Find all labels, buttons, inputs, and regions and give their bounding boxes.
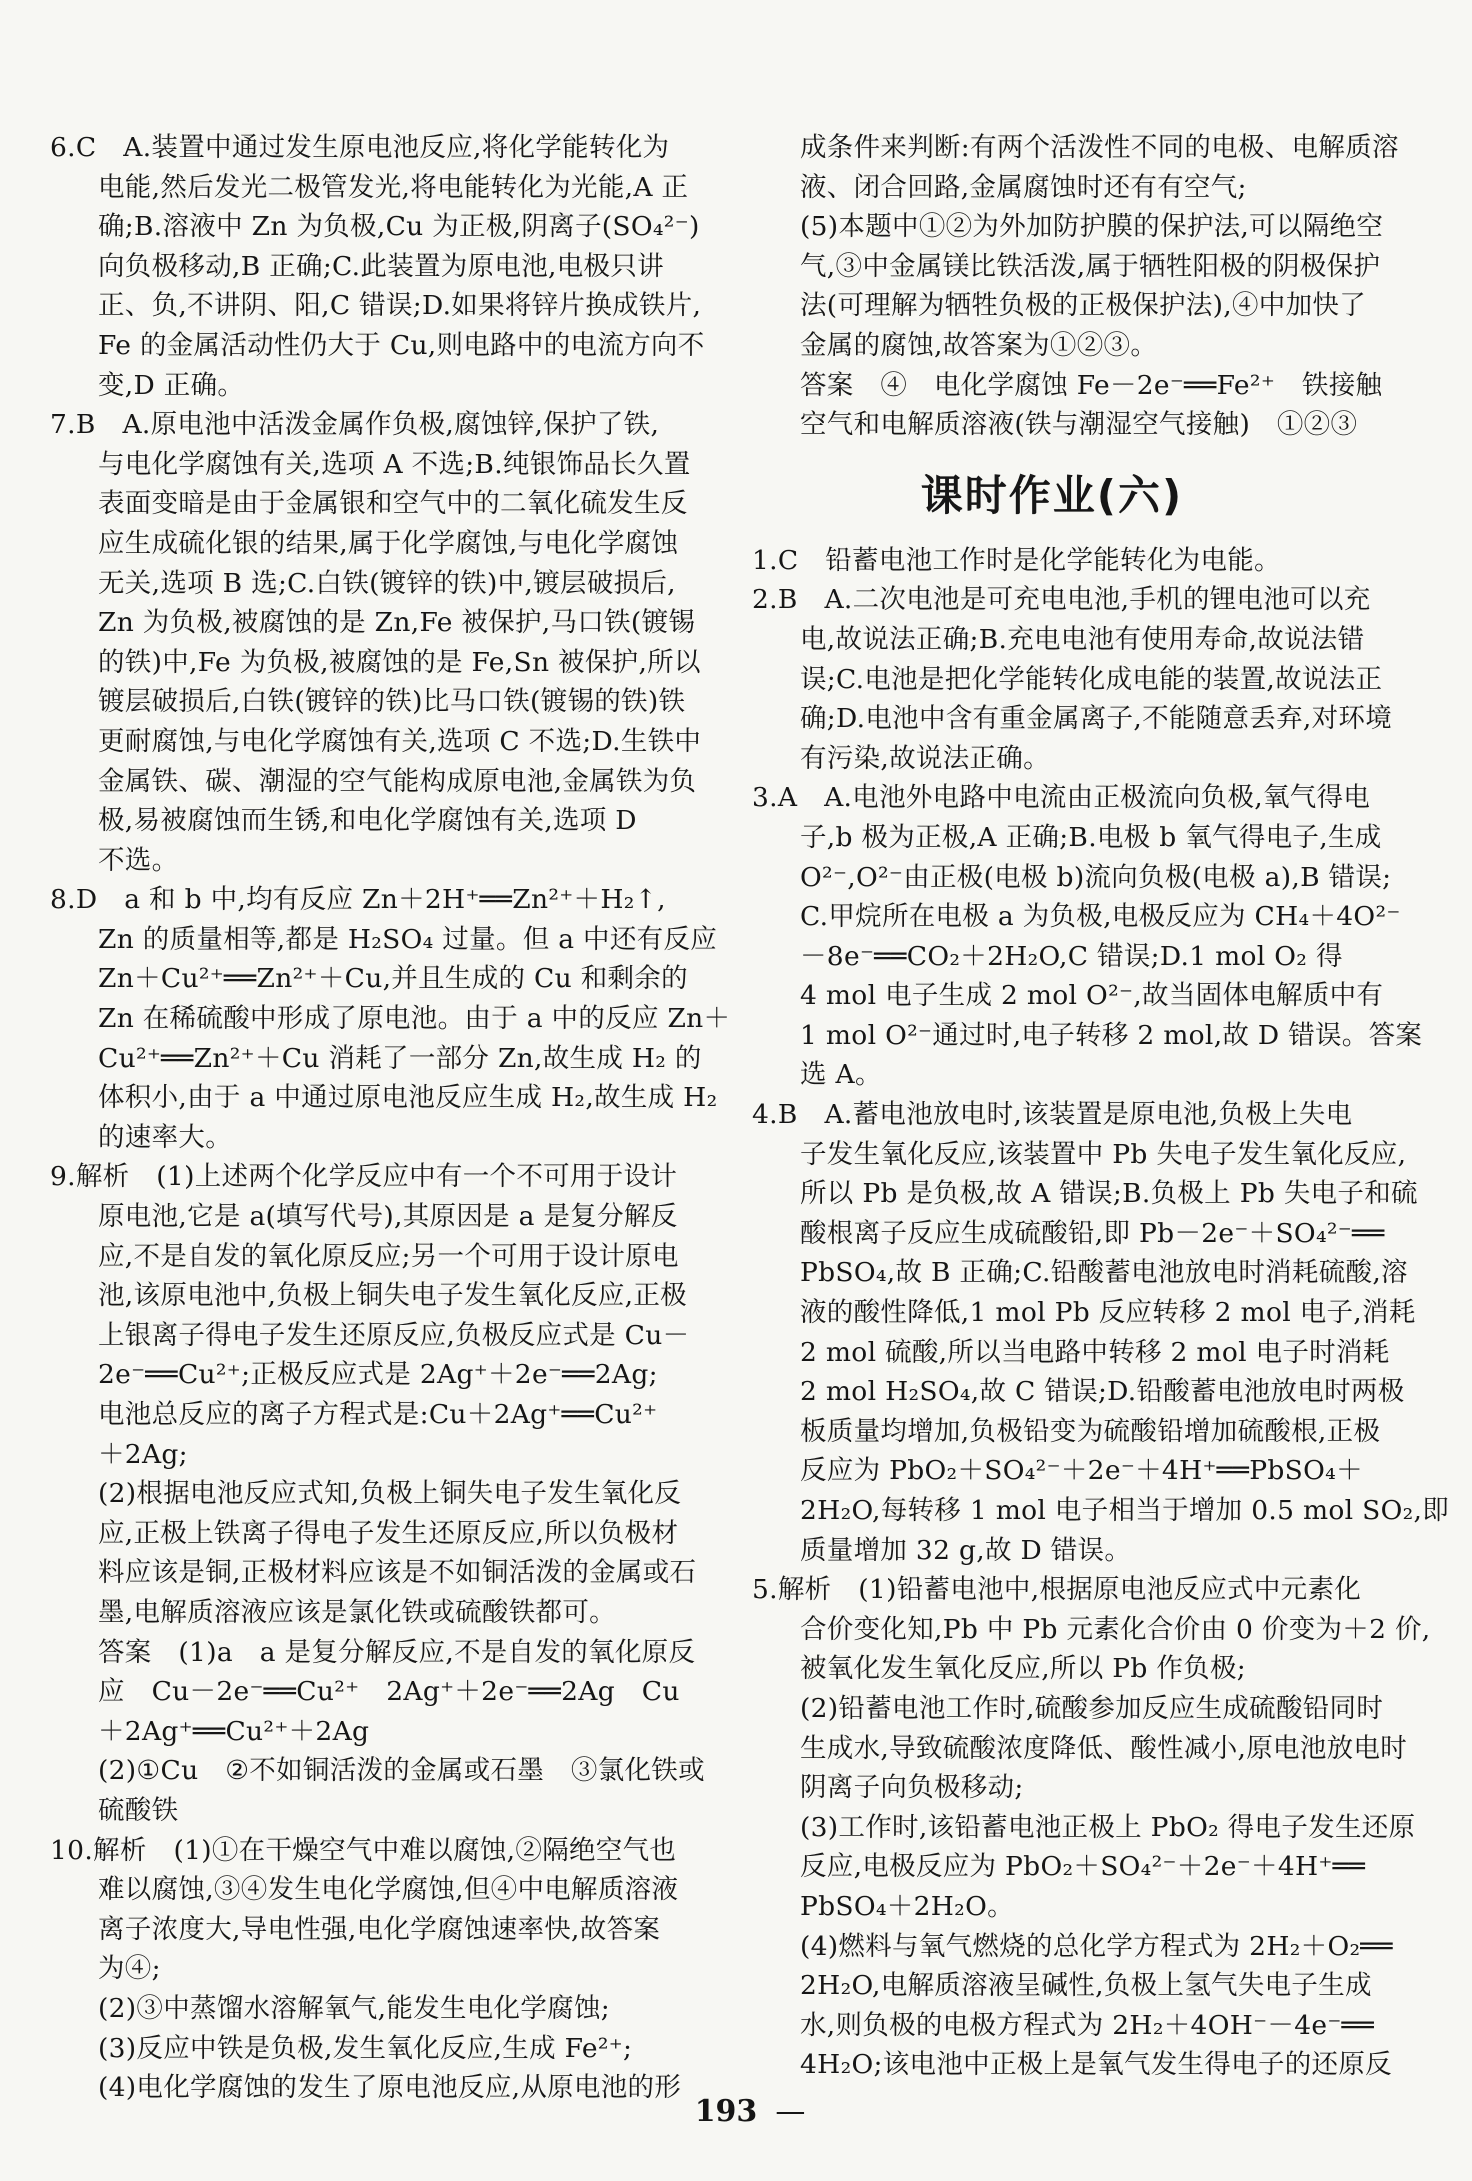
text-line: PbSO₄＋2H₂O。	[800, 1890, 1014, 1922]
right-top-continuation	[752, 128, 1399, 445]
answer-item	[50, 880, 731, 1157]
answer-item	[752, 778, 1423, 1095]
text-line: 2H₂O,电解质溶液呈碱性,负极上氢气失电子生成	[800, 1970, 1372, 2002]
text-line: 生成水,导致硫酸浓度降低、酸性减小,原电池放电时	[800, 1732, 1408, 1764]
text-line: ＋2Ag⁺══Cu²⁺＋2Ag	[98, 1715, 370, 1747]
page-number	[690, 2094, 810, 2129]
answer-item	[752, 580, 1393, 778]
text-line: 质量增加 32 g,故 D 错误。	[800, 1534, 1132, 1566]
text-line: 8.D a 和 b 中,均有反应 Zn＋2H⁺══Zn²⁺＋H₂↑,	[50, 884, 666, 916]
text-line: 的铁)中,Fe 为负极,被腐蚀的是 Fe,Sn 被保护,所以	[98, 646, 701, 678]
text-line: (3)反应中铁是负极,发生氧化反应,生成 Fe²⁺;	[98, 2032, 633, 2064]
text-line: 1 mol O²⁻通过时,电子转移 2 mol,故 D 错误。答案	[800, 1019, 1423, 1051]
text-line: 9.解析 (1)上述两个化学反应中有一个不可用于设计	[50, 1161, 678, 1193]
text-line: C.甲烷所在电极 a 为负极,电极反应为 CH₄＋4O²⁻	[800, 901, 1401, 933]
text-line: 硫酸铁	[98, 1794, 179, 1826]
text-line: 4 mol 电子生成 2 mol O²⁻,故当固体电解质中有	[800, 980, 1384, 1012]
page-number-value: 193	[694, 2094, 758, 2129]
text-line: 电池总反应的离子方程式是:Cu＋2Ag⁺══Cu²⁺	[98, 1399, 658, 1430]
text-line: Zn＋Cu²⁺══Zn²⁺＋Cu,并且生成的 Cu 和剩余的	[98, 963, 688, 995]
text-line: 误;C.电池是把化学能转化成电能的装置,故说法正	[800, 663, 1383, 695]
text-line: 表面变暗是由于金属银和空气中的二氧化硫发生反	[98, 488, 688, 520]
text-line: 1.C 铅蓄电池工作时是化学能转化为电能。	[752, 544, 1281, 576]
text-line: 子发生氧化反应,该装置中 Pb 失电子发生氧化反应,	[800, 1138, 1407, 1170]
text-line: 电能,然后发光二极管发光,将电能转化为光能,A 正	[98, 171, 689, 203]
text-line: (2)根据电池反应式知,负极上铜失电子发生氧化反	[98, 1478, 682, 1510]
text-line: 选 A。	[800, 1059, 882, 1091]
text-line: 5.解析 (1)铅蓄电池中,根据原电池反应式中元素化	[752, 1574, 1362, 1606]
text-line: PbSO₄,故 B 正确;C.铅酸蓄电池放电时消耗硫酸,溶	[800, 1257, 1408, 1289]
text-line: 子,b 极为正极,A 正确;B.电极 b 氧气得电子,生成	[800, 821, 1382, 853]
text-line: 2H₂O,每转移 1 mol 电子相当于增加 0.5 mol SO₂,即	[800, 1495, 1450, 1526]
text-line: 料应该是铜,正极材料应该是不如铜活泼的金属或石	[98, 1557, 697, 1589]
text-line: 变,D 正确。	[98, 369, 245, 401]
text-line: 7.B A.原电池中活泼金属作负极,腐蚀锌,保护了铁,	[50, 409, 660, 441]
text-line: 2.B A.二次电池是可充电电池,手机的锂电池可以充	[752, 584, 1371, 616]
answer-item	[50, 128, 705, 405]
text-line: 确;D.电池中含有重金属离子,不能随意丢弃,对环境	[800, 703, 1393, 735]
text-line: 答案 ④ 电化学腐蚀 Fe－2e⁻══Fe²⁺ 铁接触	[800, 369, 1383, 401]
text-line: 2e⁻══Cu²⁺;正极反应式是 2Ag⁺＋2e⁻══2Ag;	[98, 1359, 658, 1391]
text-line: 应,不是自发的氧化原反应;另一个可用于设计原电	[98, 1240, 679, 1272]
text-line: (4)燃料与氧气燃烧的总化学方程式为 2H₂＋O₂══	[800, 1930, 1393, 1962]
text-line: 正、负,不讲阴、阳,C 错误;D.如果将锌片换成铁片,	[98, 290, 702, 322]
text-line: 所以 Pb 是负极,故 A 错误;B.负极上 Pb 失电子和硫	[800, 1178, 1418, 1210]
text-line: (2)③中蒸馏水溶解氧气,能发生电化学腐蚀;	[98, 1992, 610, 2024]
text-line: 答案 (1)a a 是复分解反应,不是自发的氧化原反	[98, 1636, 696, 1668]
text-line: (2)铅蓄电池工作时,硫酸参加反应生成硫酸铅同时	[800, 1692, 1384, 1724]
text-line: 无关,选项 B 选;C.白铁(镀锌的铁)中,镀层破损后,	[98, 567, 676, 599]
text-line: 6.C A.装置中通过发生原电池反应,将化学能转化为	[50, 132, 670, 163]
text-line: 应,正极上铁离子得电子发生还原反应,所以负极材	[98, 1517, 679, 1549]
text-line: 镀层破损后,白铁(镀锌的铁)比马口铁(镀锡的铁)铁	[98, 686, 686, 718]
text-line: 离子浓度大,导电性强,电化学腐蚀速率快,故答案	[98, 1913, 661, 1945]
text-line: 向负极移动,B 正确;C.此装置为原电池,电极只讲	[98, 250, 664, 282]
text-line: 3.A A.电池外电路中电流由正极流向负极,氧气得电	[752, 782, 1371, 814]
text-line: 成条件来判断:有两个活泼性不同的电极、电解质溶	[800, 132, 1399, 163]
text-line: 有污染,故说法正确。	[800, 742, 1050, 774]
text-line: 酸根离子反应生成硫酸铅,即 Pb－2e⁻＋SO₄²⁻══	[800, 1217, 1385, 1249]
answer-item	[50, 405, 700, 880]
text-line: 墨,电解质溶液应该是氯化铁或硫酸铁都可。	[98, 1596, 616, 1628]
text-line: －8e⁻══CO₂＋2H₂O,C 错误;D.1 mol O₂ 得	[800, 940, 1343, 972]
answer-item	[50, 1831, 700, 2108]
text-line: 确;B.溶液中 Zn 为负极,Cu 为正极,阴离子(SO₄²⁻)	[98, 211, 700, 243]
text-line: 液、闭合回路,金属腐蚀时还有有空气;	[800, 171, 1247, 203]
answer-item	[752, 541, 1352, 581]
text-line: Zn 在稀硫酸中形成了原电池。由于 a 中的反应 Zn＋	[98, 1003, 731, 1035]
text-line: 板质量均增加,负极铅变为硫酸铅增加硫酸根,正极	[800, 1415, 1381, 1447]
text-line: 反应为 PbO₂＋SO₄²⁻＋2e⁻＋4H⁺══PbSO₄＋	[800, 1455, 1363, 1487]
text-line: 合价变化知,Pb 中 Pb 元素化合价由 0 价变为＋2 价,	[800, 1613, 1431, 1645]
text-line: 金属的腐蚀,故答案为①②③。	[800, 329, 1158, 361]
text-line: 2 mol H₂SO₄,故 C 错误;D.铅酸蓄电池放电时两极	[800, 1376, 1405, 1408]
text-line: 难以腐蚀,③④发生电化学腐蚀,但④中电解质溶液	[98, 1874, 679, 1906]
text-line: 金属铁、碳、潮湿的空气能构成原电池,金属铁为负	[98, 765, 697, 797]
text-line: 10.解析 (1)①在干燥空气中难以腐蚀,②隔绝空气也	[50, 1834, 677, 1866]
text-line: 的速率大。	[98, 1121, 232, 1153]
text-line: 空气和电解质溶液(铁与潮湿空气接触) ①②③	[800, 409, 1358, 441]
text-line: 反应,电极反应为 PbO₂＋SO₄²⁻＋2e⁻＋4H⁺══	[800, 1851, 1366, 1883]
text-line: 上银离子得电子发生还原反应,负极反应式是 Cu－	[98, 1319, 690, 1351]
text-line: 为④;	[98, 1953, 161, 1985]
right-column	[752, 128, 1450, 2085]
text-line: Cu²⁺══Zn²⁺＋Cu 消耗了一部分 Zn,故生成 H₂ 的	[98, 1042, 702, 1074]
text-line: 阴离子向负极移动;	[800, 1772, 1024, 1804]
text-line: 不选。	[98, 844, 179, 876]
text-line: 4H₂O;该电池中正极上是氧气发生得电子的还原反	[800, 2049, 1392, 2081]
text-line: 池,该原电池中,负极上铜失电子发生氧化反应,正极	[98, 1280, 687, 1312]
text-line: 极,易被腐蚀而生锈,和电化学腐蚀有关,选项 D	[98, 805, 637, 837]
answer-item	[752, 1570, 1431, 2085]
text-line: 电,故说法正确;B.充电电池有使用寿命,故说法错	[800, 623, 1365, 655]
text-line: 体积小,由于 a 中通过原电池反应生成 H₂,故生成 H₂	[98, 1082, 718, 1114]
text-line: 应 Cu－2e⁻══Cu²⁺ 2Ag⁺＋2e⁻══2Ag Cu	[98, 1676, 680, 1708]
text-line: 应生成硫化银的结果,属于化学腐蚀,与电化学腐蚀	[98, 527, 679, 559]
text-line: Fe 的金属活动性仍大于 Cu,则电路中的电流方向不	[98, 329, 705, 361]
right-items	[752, 541, 1450, 2085]
page-number-dash: —	[775, 2094, 806, 2129]
text-line: (4)电化学腐蚀的发生了原电池反应,从原电池的形	[98, 2072, 682, 2104]
text-line: O²⁻,O²⁻由正极(电极 b)流向负极(电极 a),B 错误;	[800, 861, 1392, 893]
text-line: 液的酸性降低,1 mol Pb 反应转移 2 mol 电子,消耗	[800, 1297, 1416, 1329]
text-line: (2)①Cu ②不如铜活泼的金属或石墨 ③氯化铁或	[98, 1755, 705, 1787]
text-line: 2 mol 硫酸,所以当电路中转移 2 mol 电子时消耗	[800, 1336, 1390, 1368]
text-line: 气,③中金属镁比铁活泼,属于牺牲阳极的阴极保护	[800, 250, 1381, 282]
text-line: 原电池,它是 a(填写代号),其原因是 a 是复分解反	[98, 1201, 678, 1233]
text-line: (5)本题中①②为外加防护膜的保护法,可以隔绝空	[800, 211, 1384, 243]
section-heading: 课时作业(六)	[920, 470, 1184, 520]
text-line: 水,则负极的电极方程式为 2H₂＋4OH⁻－4e⁻══	[800, 2009, 1375, 2041]
text-line: Zn 为负极,被腐蚀的是 Zn,Fe 被保护,马口铁(镀锡	[98, 607, 696, 639]
answer-item	[752, 1095, 1450, 1570]
text-line: 被氧化发生氧化反应,所以 Pb 作负极;	[800, 1653, 1246, 1685]
text-line: (3)工作时,该铅蓄电池正极上 PbO₂ 得电子发生还原	[800, 1811, 1416, 1843]
answer-item	[50, 1157, 705, 1830]
text-line: ＋2Ag;	[98, 1438, 188, 1470]
text-line: Zn 的质量相等,都是 H₂SO₄ 过量。但 a 中还有反应	[98, 923, 718, 955]
text-line: 法(可理解为牺牲负极的正极保护法),④中加快了	[800, 290, 1367, 322]
text-line: 4.B A.蓄电池放电时,该装置是原电池,负极上失电	[752, 1099, 1353, 1131]
left-column	[50, 128, 731, 2108]
text-line: 更耐腐蚀,与电化学腐蚀有关,选项 C 不选;D.生铁中	[98, 725, 702, 757]
text-line: 与电化学腐蚀有关,选项 A 不选;B.纯银饰品长久置	[98, 448, 691, 480]
